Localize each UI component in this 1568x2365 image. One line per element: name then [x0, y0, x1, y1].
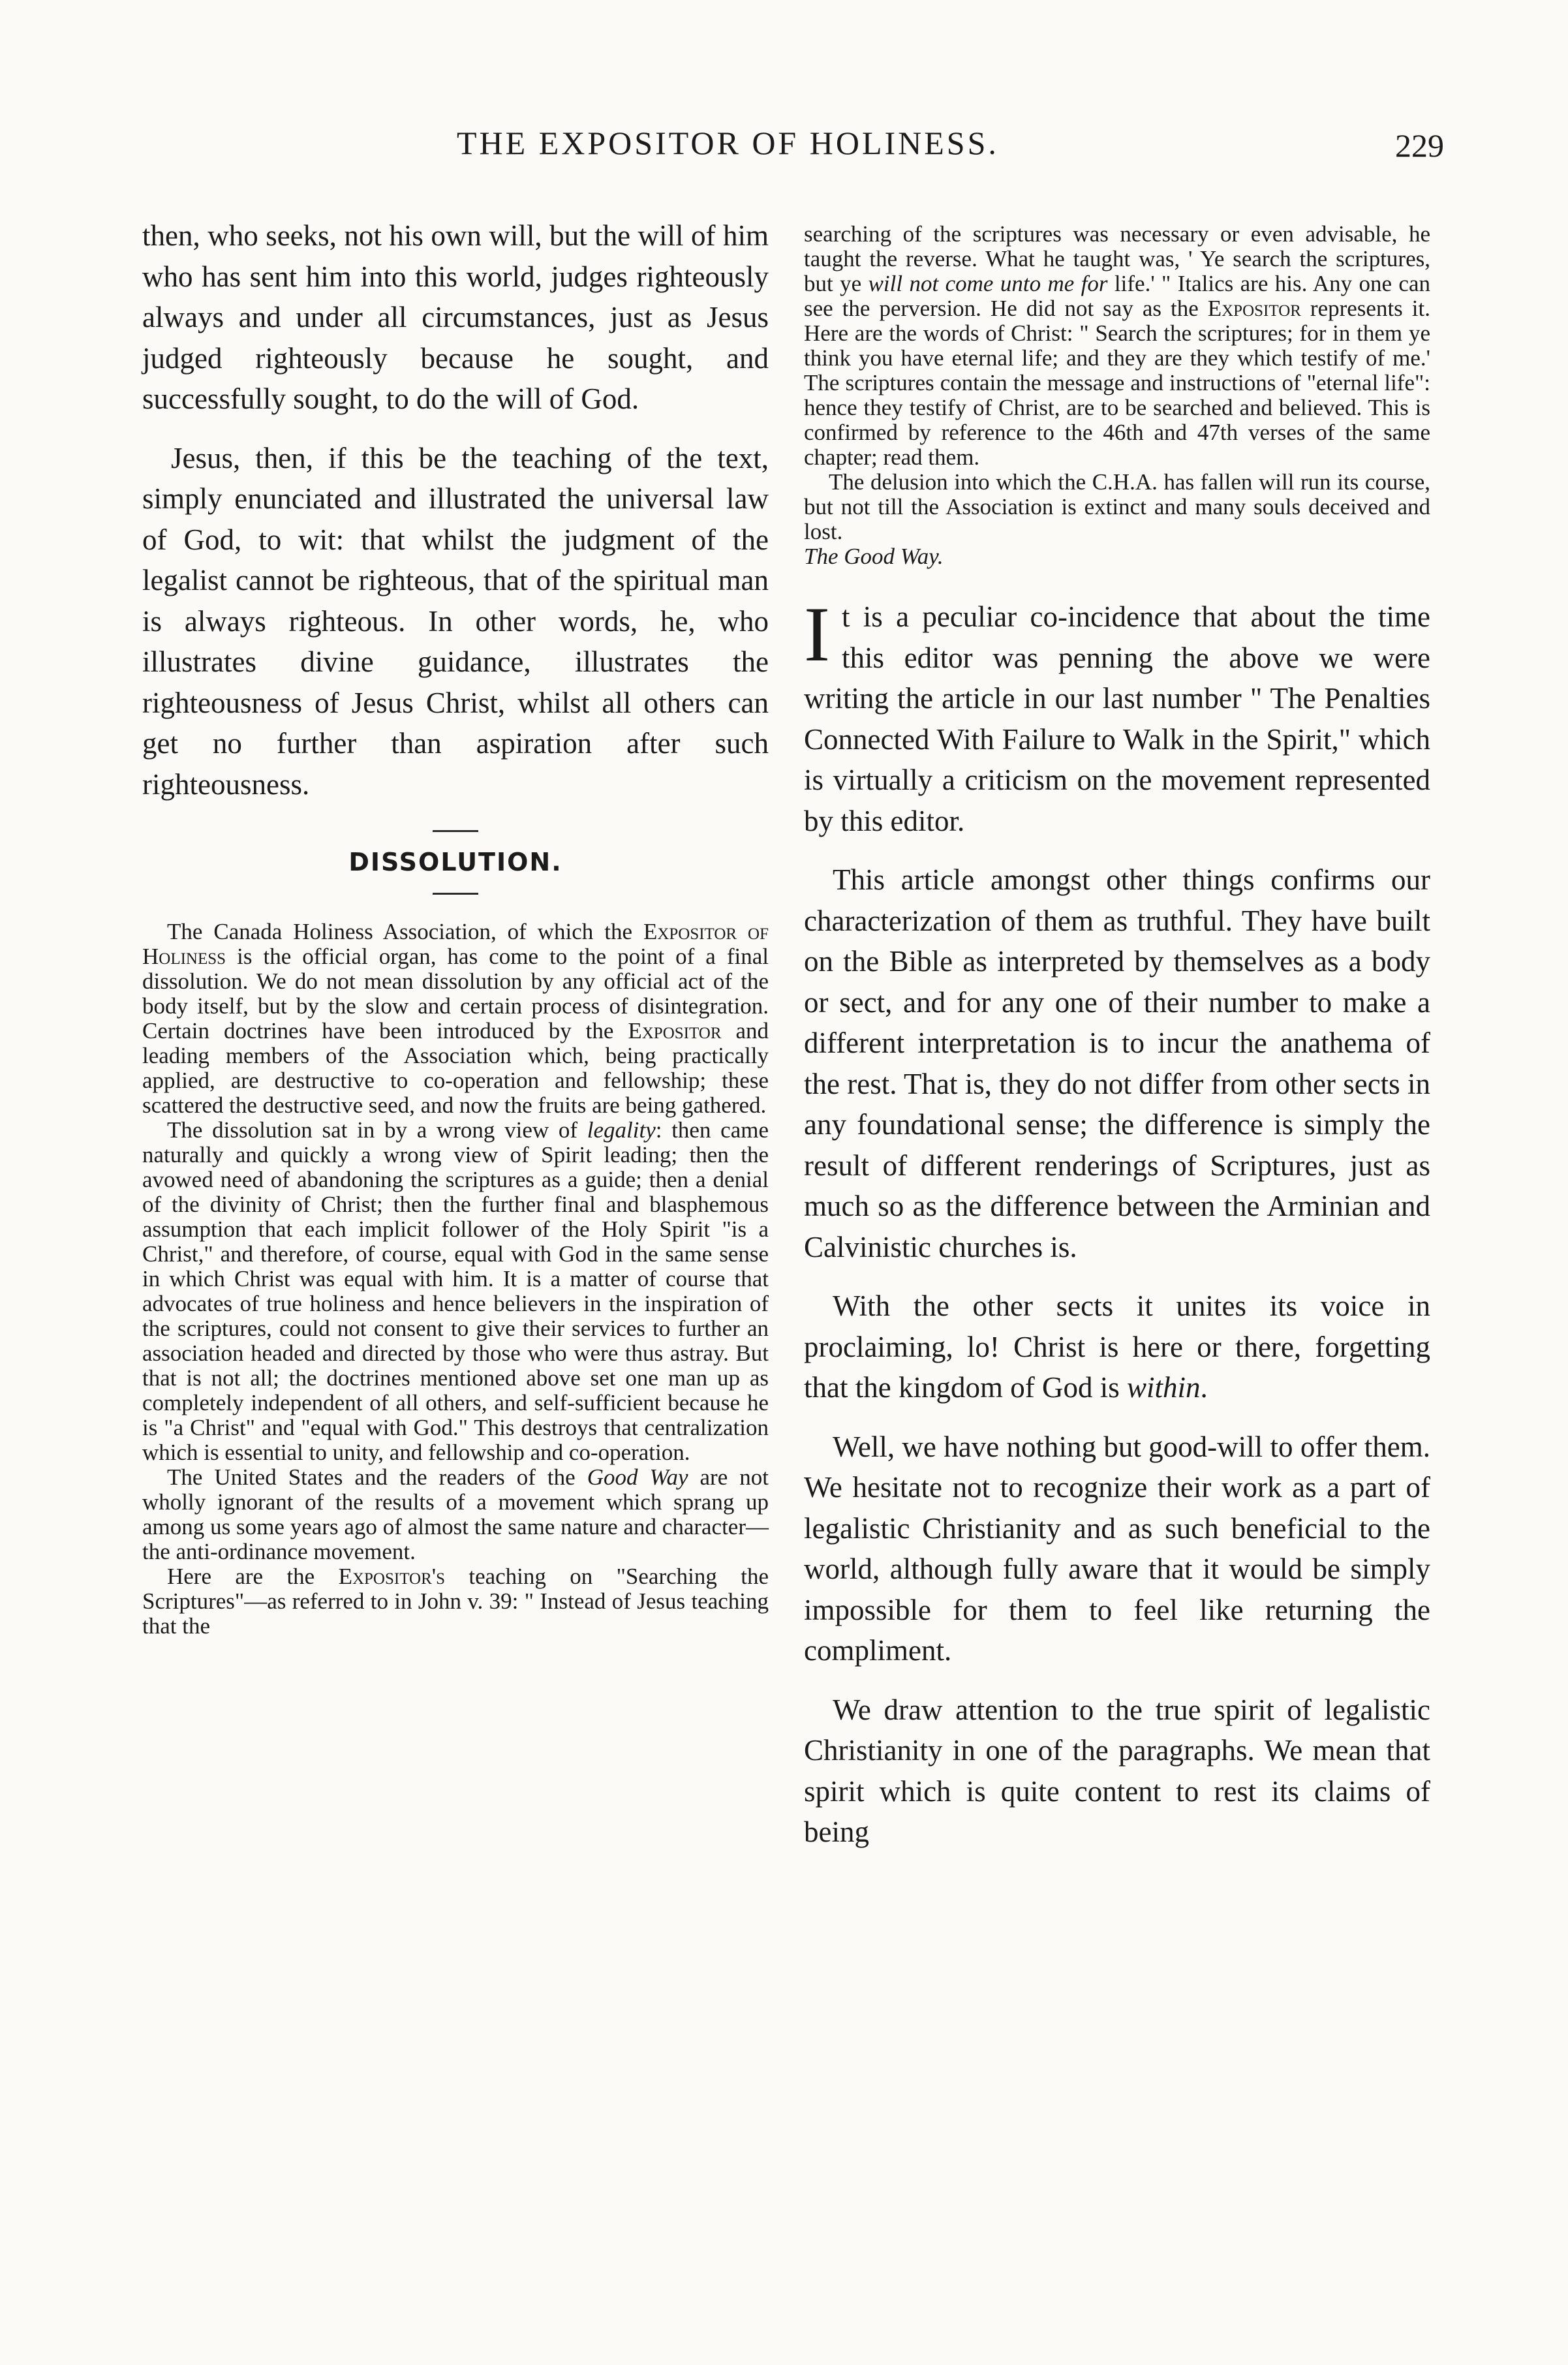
article-paragraph-5: We draw attention to the true spirit of legalistic Christianity in one of the paragraphs. We mean that spirit which is quite content to rest its claims of being [804, 1693, 1430, 1848]
article-paragraph-4: Well, we have nothing but good-will to offer them. We hesitate not to recognize their work as a part of legalistic Christianity and as such beneficial to the world, although fully aware that it would be simply impossible for them to feel like returning the compliment. [804, 1430, 1430, 1667]
right-column [804, 222, 1430, 1853]
left-paragraph-1: then, who seeks, not his own will, but the will of him who has sent him into this world, judges righteously always and under all circumstances, just as Jesus judged righteously because he sought, and successfully sought, to do the will of God. [142, 219, 769, 415]
dissolution-paragraph-3: The United States and the readers of the Good Way are not wholly ignorant of the results of a movement which sprang up among us some years ago of almost the same nature and character—the anti-ordinance movement. [142, 1464, 769, 1564]
section-rule-bottom [433, 893, 478, 895]
page-header [0, 124, 1568, 176]
section-rule-top [433, 830, 478, 832]
quote-attribution: The Good Way. [804, 544, 944, 569]
dissolution-paragraph-4: Here are the Expositor's teaching on "Searching the Scriptures"—as referred to in John v. 39: " Instead of Jesus teaching that the [142, 1564, 769, 1639]
section-heading: DISSOLUTION. [348, 848, 562, 876]
running-head: THE EXPOSITOR OF HOLINESS. [457, 125, 999, 161]
drop-cap: I [804, 591, 830, 677]
page-number: 229 [1395, 127, 1444, 164]
dissolution-paragraph-2: The dissolution sat in by a wrong view of legality: then came naturally and quickly a wrong view of Spirit leading; then the avowed need of abandoning the scriptures as a guide; then a denial of the divinity of Christ; then the further final and blasphemous assumption that each implicit follower of the Holy Spirit "is a Christ," and therefore, of course, equal with God in the same sense in which Christ was equal with him. It is a matter of course that advocates of true holiness and hence believers in the inspiration of the scriptures, could not consent to give their services to further an association headed and directed by those who were thus astray. But that is not all; the doctrines mentioned above set one man up as completely independent of all others, and self-sufficient because he is "a Christ" and "equal with God." This destroys that centralization which is essential to unity, and fellowship and co-operation. [142, 1117, 769, 1465]
quote-closing-paragraph: The delusion into which the C.H.A. has fallen will run its course, but not till the Association is extinct and many souls deceived and lost. [804, 469, 1430, 544]
article-paragraph-1: It is a peculiar co-incidence that about the time this editor was penning the above we were writing the article in our last number " The Penalties Connected With Failure to Walk in the Spirit," which is virtually a criticism on the movement represented by this editor. [804, 591, 1430, 837]
quote-continuation: searching of the scriptures was necessary or even advisable, he taught the reverse. What he taught was, ' Ye search the scriptures, but ye will not come unto me for life.' " Italics are his. Any one can see the perversion. He did not say as the Expositor represents it. Here are the words of Christ: " Search the scriptures; for in them ye think you have eternal life; and they are they which testify of me.' The scriptures contain the message and instructions of "eternal life": hence they testify of Christ, are to be searched and believed. This is confirmed by reference to the 46th and 47th verses of the same chapter; read them. [804, 221, 1430, 470]
left-column [142, 215, 769, 1639]
dissolution-paragraph-1: The Canada Holiness Association, of which the Expositor of Holiness is the official organ, has come to the point of a final dissolution. We do not mean dissolution by any official act of the body itself, but by the slow and certain process of disintegration. Certain doctrines have been introduced by the Expositor and leading members of the Association which, being practically applied, are destructive to co-operation and fellowship; these scattered the destructive seed, and now the fruits are being gathered. [142, 919, 769, 1118]
article-paragraph-3: With the other sects it unites its voice in proclaiming, lo! Christ is here or there, forgetting that the kingdom of God is within. [804, 1290, 1430, 1404]
left-paragraph-2: Jesus, then, if this be the teaching of the text, simply enunciated and illustrated the universal law of God, to wit: that whilst the judgment of the legalist cannot be righteous, that of the spiritual man is always righteous. In other words, he, who illustrates divine guidance, illustrates the righteousness of Jesus Christ, whilst all others can get no further than aspiration after such righteousness. [142, 441, 769, 801]
article-paragraph-2: This article amongst other things confirms our characterization of them as truthful. They have built on the Bible as interpreted by themselves as a body or sect, and for any one of their number to make a different interpretation is to incur the anathema of the rest. That is, they do not differ from other sects in any foundational sense; the difference is simply the result of different renderings of Scriptures, just as much so as the difference between the Arminian and Calvinistic churches is. [804, 863, 1430, 1263]
